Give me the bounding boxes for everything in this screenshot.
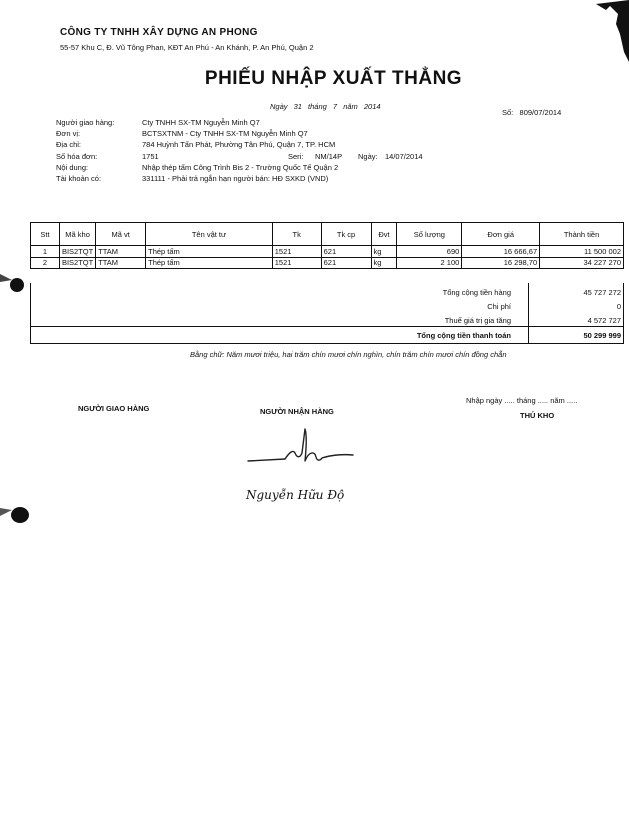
info-value: Nhập thép tấm Công Trình Bis 2 - Trường Quốc Tế Quận 2 (142, 162, 339, 172)
cell-don-gia: 16 666,67 (462, 246, 540, 258)
document-title-text: PHIẾU NHẬP XUẤT THẲNG (204, 68, 463, 89)
deliverer-label: NGƯỜI GIAO HÀNG (78, 404, 150, 413)
cell-ma-vt: TTAM (96, 257, 146, 269)
cell-tk-cp: 621 (321, 257, 371, 269)
cell-tk: 1521 (272, 246, 321, 258)
vat-value: 4 572 727 (587, 316, 621, 325)
cell-thanh-tien: 11 500 002 (540, 246, 624, 258)
document-date (270, 102, 385, 111)
document-number (502, 108, 561, 117)
info-value: 784 Huỳnh Tấn Phát, Phường Tân Phú, Quận 7, TP. HCM (142, 140, 336, 150)
cell-ma-kho: BIS2TQT (59, 257, 95, 269)
cell-thanh-tien: 34 227 270 (540, 257, 624, 269)
info-label: Tài khoản có: (56, 173, 102, 183)
cell-tk-cp: 621 (321, 246, 371, 258)
company-name: CÔNG TY TNHH XÂY DỰNG AN PHONG (60, 27, 258, 38)
document-number-value: 809/07/2014 (519, 108, 562, 117)
col-header: Số lượng (397, 223, 462, 246)
document-number-label: Số: (502, 108, 514, 117)
punch-hole-shadow (0, 500, 32, 528)
totals-separator (30, 326, 624, 327)
punch-hole-shadow (0, 268, 26, 296)
info-label: Nội dung: (56, 162, 89, 172)
info-label: Đơn vị: (56, 129, 81, 139)
total-goods-label: Tổng cộng tiền hàng (442, 288, 511, 297)
cell-ten-vt: Thép tấm (146, 246, 273, 258)
col-header: Tên vật tư (146, 223, 273, 246)
storekeeper-label: THỦ KHO (520, 411, 555, 420)
date-day-label: Ngày (270, 102, 288, 111)
col-header: Mã kho (59, 223, 95, 246)
date-day: 31 (293, 102, 302, 111)
info-value: Cty TNHH SX-TM Nguyễn Minh Q7 (142, 118, 260, 127)
info-value (142, 151, 423, 161)
seri-label: Seri: (288, 151, 304, 161)
table-row (31, 246, 624, 258)
cell-so-luong: 2 100 (397, 257, 462, 269)
col-header: Thành tiền (540, 223, 624, 246)
cell-tk: 1521 (272, 257, 321, 269)
table-row (31, 257, 624, 269)
cell-stt: 2 (31, 257, 60, 269)
expense-value: 0 (616, 302, 621, 311)
cell-dvt: kg (371, 257, 397, 269)
invoice-date-label: Ngày: (358, 151, 378, 161)
col-header: Đơn giá (462, 223, 540, 246)
info-value: 331111 - Phải trả ngắn hạn người bán: HĐ SXKD (VND) (142, 173, 329, 183)
date-year: 2014 (363, 102, 381, 111)
table-header-row (31, 223, 624, 246)
cell-ma-vt: TTAM (96, 246, 146, 258)
document-title (0, 68, 629, 90)
items-table (30, 222, 624, 269)
cell-ma-kho: BIS2TQT (59, 246, 95, 258)
cell-stt: 1 (31, 246, 60, 258)
date-month: 7 (332, 102, 338, 111)
col-header: Mã vt (96, 223, 146, 246)
cell-don-gia: 16 298,70 (462, 257, 540, 269)
expense-label: Chi phí (487, 302, 511, 311)
invoice-date-value: 14/07/2014 (385, 151, 423, 161)
cell-so-luong: 690 (397, 246, 462, 258)
receive-date-line: Nhập ngày ..... tháng ..... năm ..... (466, 396, 578, 405)
grand-total-value: 50 299 999 (583, 331, 621, 340)
col-header: Tk cp (321, 223, 371, 246)
cell-ten-vt: Thép tấm (146, 257, 273, 269)
signer-name: Nguyễn Hữu Độ (246, 488, 345, 502)
receiver-label: NGƯỜI NHẬN HÀNG (260, 407, 334, 416)
date-month-label: tháng (308, 102, 327, 111)
cell-dvt: kg (371, 246, 397, 258)
col-header: Tk (272, 223, 321, 246)
info-value: BCTSXTNM - Cty TNHH SX-TM Nguyễn Minh Q7 (142, 129, 308, 139)
total-goods-value: 45 727 272 (583, 288, 621, 297)
totals-divider (528, 283, 529, 343)
invoice-number: 1751 (142, 151, 159, 161)
info-label: Số hóa đơn: (56, 151, 98, 161)
amount-in-words: Bằng chữ: Năm mươi triệu, hai trăm chín mươi chín nghìn, chín trăm chín mươi chín đồng chẵn (190, 350, 507, 359)
grand-total-label: Tổng cộng tiền thanh toán (416, 331, 511, 340)
handwritten-signature (245, 425, 355, 475)
date-year-label: năm (343, 102, 358, 111)
vat-label: Thuế giá trị gia tăng (444, 316, 511, 325)
totals-box (30, 283, 624, 344)
scan-edge-mark (588, 0, 629, 62)
col-header: Stt (31, 223, 60, 246)
col-header: Đvt (371, 223, 397, 246)
info-label: Địa chỉ: (56, 140, 82, 150)
company-address: 55-57 Khu C, Đ. Vũ Tông Phan, KĐT An Phú - An Khánh, P. An Phú, Quận 2 (60, 43, 314, 52)
seri-value: NM/14P (315, 151, 343, 161)
info-label: Người giao hàng: (56, 118, 115, 127)
